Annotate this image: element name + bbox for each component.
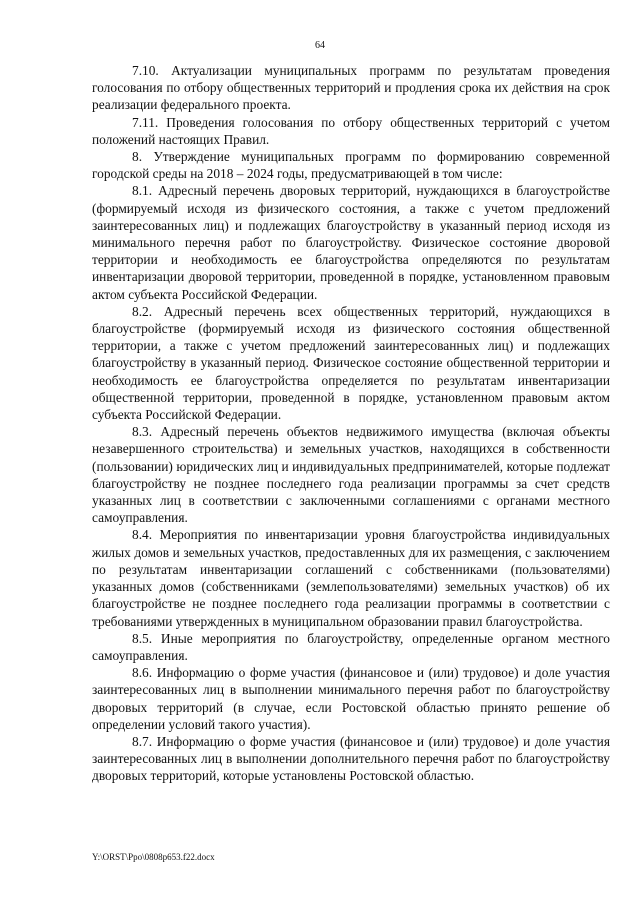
paragraph-8-1: 8.1. Адресный перечень дворовых территорий, нуждающихся в благоустройстве (формируемый исходя из физического состояния, а также с учетом предложений заинтересованных лиц) и подлежащих благоустройству в указанный период исходя из минимального перечня работ по благоустройству. Физическое состояние дворовой территории и необходимость ее благоустройства определяются по результатам инвентаризации дворовой территории, проведенной в порядке, установленном правовым актом субъекта Российской Федерации.: [92, 183, 610, 302]
paragraph-7-10: 7.10. Актуализации муниципальных программ по результатам проведения голосования по отбору общественных территорий и продления срока их действия на срок реализации федерального проекта.: [92, 63, 610, 113]
paragraph-8-3: 8.3. Адресный перечень объектов недвижимого имущества (включая объекты незавершенного строительства) и земельных участков, находящихся в собственности (пользовании) юридических лиц и индивидуальных предпринимателей, которые подлежат благоустройству не позднее последнего года реализации программы за счет средств указанных лиц в соответствии с заключенными соглашениями с органами местного самоуправления.: [92, 424, 610, 526]
footer-file-path: Y:\ORST\Ppo\0808p653.f22.docx: [92, 852, 215, 862]
paragraph-8-2: 8.2. Адресный перечень всех общественных территорий, нуждающихся в благоустройстве (формируемый исходя из физического состояния общественной территории, а также с учетом предложений заинтересованных лиц) и подлежащих благоустройству в указанный период. Физическое состояние общественной территории и необходимость ее благоустройства определяется по результатам инвентаризации общественной территории, проведенной в порядке, установленном правовым актом субъекта Российской Федерации.: [92, 303, 610, 423]
paragraph-8: 8. Утверждение муниципальных программ по формированию современной городской среды на 2018 – 2024 годы, предусматривающей в том числе:: [92, 149, 610, 182]
document-body: [92, 62, 610, 785]
paragraph-7-11: 7.11. Проведения голосования по отбору общественных территорий с учетом положений настоящих Правил.: [92, 114, 610, 147]
paragraph-8-5: 8.5. Иные мероприятия по благоустройству, определенные органом местного самоуправления.: [92, 630, 610, 663]
paragraph-8-4: 8.4. Мероприятия по инвентаризации уровня благоустройства индивидуальных жилых домов и земельных участков, предоставленных для их размещения, с заключением по результатам инвентаризации соглашений с собственниками (пользователями) указанных домов (собственниками (землепользователями) земельных участков) об их благоустройстве не позднее последнего года реализации программы в соответствии с требованиями утвержденных в муниципальном образовании правил благоустройства.: [92, 527, 610, 629]
page-number: 64: [315, 40, 325, 51]
paragraph-8-6: 8.6. Информацию о форме участия (финансовое и (или) трудовое) и доле участия заинтересованных лиц в выполнении минимального перечня работ по благоустройству дворовых территорий (в случае, если Ростовской областью принято решение об определении условий такого участия).: [92, 665, 610, 732]
paragraph-8-7: 8.7. Информацию о форме участия (финансовое и (или) трудовое) и доле участия заинтересованных лиц в выполнении дополнительного перечня работ по благоустройству дворовых территорий, которые установлены Ростовской областью.: [92, 733, 610, 784]
